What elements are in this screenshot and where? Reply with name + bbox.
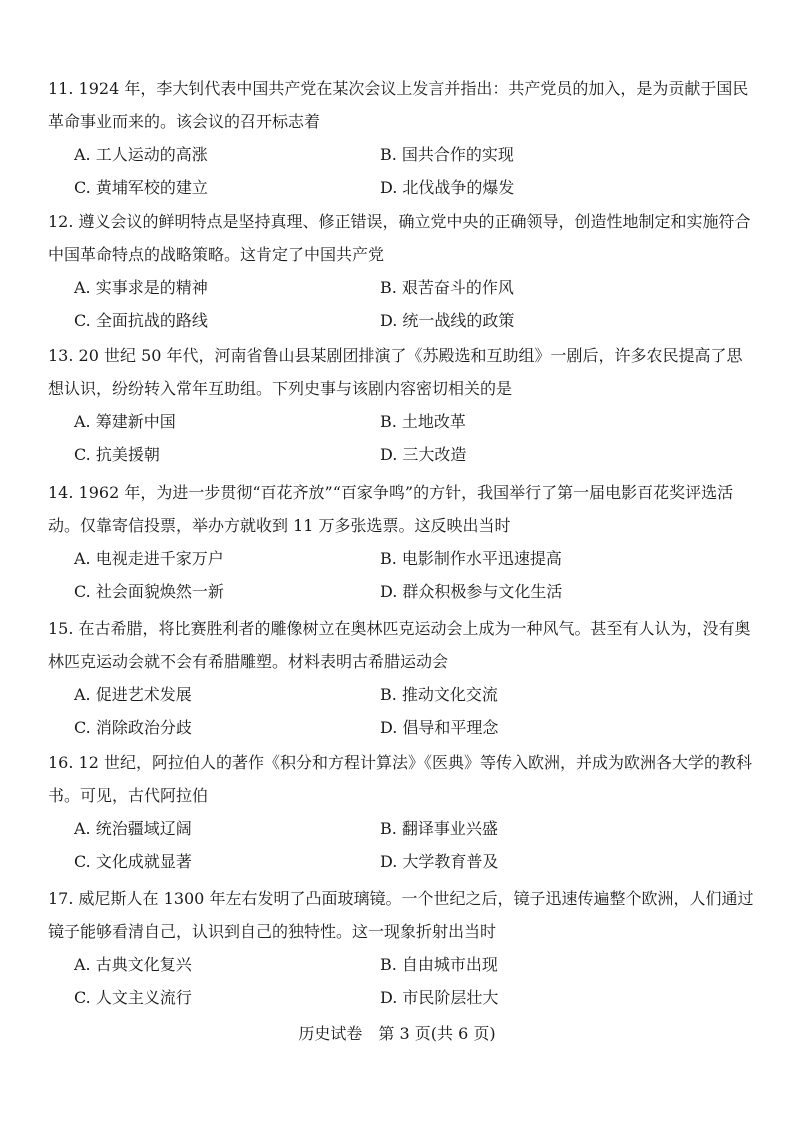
- option-a[interactable]: A. 筹建新中国: [74, 412, 176, 431]
- question-stem: [48, 882, 754, 948]
- question-16: [48, 746, 754, 878]
- question-number: 14.: [48, 483, 74, 502]
- option-row: [48, 948, 754, 981]
- question-14: [48, 476, 754, 608]
- option-c[interactable]: C. 社会面貌焕然一新: [74, 582, 224, 601]
- option-a[interactable]: A. 统治疆域辽阔: [74, 819, 192, 838]
- option-d[interactable]: D. 市民阶层壮大: [380, 988, 499, 1007]
- option-row: [48, 845, 754, 878]
- question-number: 12.: [48, 212, 74, 231]
- option-d[interactable]: D. 大学教育普及: [380, 852, 499, 871]
- question-15: [48, 612, 754, 744]
- option-a[interactable]: A. 工人运动的高涨: [74, 145, 208, 164]
- option-b[interactable]: B. 电影制作水平迅速提高: [380, 549, 562, 568]
- question-stem: [48, 339, 754, 405]
- question-number: 15.: [48, 619, 74, 638]
- question-text: 1962 年，为进一步贯彻“百花齐放”“百家争鸣”的方针，我国举行了第一届电影百花奖评选活动。仅靠寄信投票，举办方就收到 11 万多张选票。这反映出当时: [48, 483, 734, 535]
- option-row: [48, 271, 754, 304]
- option-c[interactable]: C. 消除政治分歧: [74, 718, 192, 737]
- option-d[interactable]: D. 三大改造: [380, 445, 467, 464]
- question-17: [48, 882, 754, 1014]
- option-b[interactable]: B. 土地改革: [380, 412, 466, 431]
- question-stem: [48, 205, 754, 271]
- option-a[interactable]: A. 实事求是的精神: [74, 278, 208, 297]
- question-number: 16.: [48, 753, 74, 772]
- option-d[interactable]: D. 群众积极参与文化生活: [380, 582, 563, 601]
- option-c[interactable]: C. 抗美援朝: [74, 445, 160, 464]
- option-c[interactable]: C. 黄埔军校的建立: [74, 178, 208, 197]
- question-12: [48, 205, 754, 337]
- option-b[interactable]: B. 翻译事业兴盛: [380, 819, 498, 838]
- option-d[interactable]: D. 倡导和平理念: [380, 718, 499, 737]
- option-a[interactable]: A. 促进艺术发展: [74, 685, 192, 704]
- option-row: [48, 678, 754, 711]
- question-stem: [48, 72, 754, 138]
- question-number: 11.: [48, 79, 74, 98]
- option-row: [48, 405, 754, 438]
- question-text: 威尼斯人在 1300 年左右发明了凸面玻璃镜。一个世纪之后，镜子迅速传遍整个欧洲，人们通过镜子能够看清自己，认识到自己的独特性。这一现象折射出当时: [48, 889, 754, 941]
- question-text: 在古希腊，将比赛胜利者的雕像树立在奥林匹克运动会上成为一种风气。甚至有人认为，没有奥林匹克运动会就不会有希腊雕塑。材料表明古希腊运动会: [48, 619, 751, 671]
- question-number: 13.: [48, 346, 74, 365]
- question-text: 20 世纪 50 年代，河南省鲁山县某剧团排演了《苏殿选和互助组》一剧后，许多农民提高了思想认识，纷纷转入常年互助组。下列史事与该剧内容密切相关的是: [48, 346, 743, 398]
- option-row: [48, 711, 754, 744]
- question-13: [48, 339, 754, 471]
- option-row: [48, 138, 754, 171]
- question-11: [48, 72, 754, 204]
- option-d[interactable]: D. 统一战线的政策: [380, 311, 515, 330]
- option-c[interactable]: C. 全面抗战的路线: [74, 311, 208, 330]
- question-stem: [48, 612, 754, 678]
- question-number: 17.: [48, 889, 74, 908]
- option-row: [48, 542, 754, 575]
- option-a[interactable]: A. 电视走进千家万户: [74, 549, 224, 568]
- question-text: 12 世纪，阿拉伯人的著作《积分和方程计算法》《医典》等传入欧洲，并成为欧洲各大学的教科书。可见，古代阿拉伯: [48, 753, 752, 805]
- question-stem: [48, 476, 754, 542]
- option-row: [48, 981, 754, 1014]
- option-a[interactable]: A. 古典文化复兴: [74, 955, 192, 974]
- option-d[interactable]: D. 北伐战争的爆发: [380, 178, 515, 197]
- option-b[interactable]: B. 自由城市出现: [380, 955, 498, 974]
- question-text: 1924 年，李大钊代表中国共产党在某次会议上发言并指出：共产党员的加入，是为贡献于国民革命事业而来的。该会议的召开标志着: [48, 79, 749, 131]
- option-c[interactable]: C. 文化成就显著: [74, 852, 192, 871]
- option-b[interactable]: B. 国共合作的实现: [380, 145, 514, 164]
- option-row: [48, 575, 754, 608]
- option-b[interactable]: B. 艰苦奋斗的作风: [380, 278, 514, 297]
- question-text: 遵义会议的鲜明特点是坚持真理、修正错误，确立党中央的正确领导，创造性地制定和实施符合中国革命特点的战略策略。这肯定了中国共产党: [48, 212, 751, 264]
- option-c[interactable]: C. 人文主义流行: [74, 988, 192, 1007]
- option-b[interactable]: B. 推动文化交流: [380, 685, 498, 704]
- page-footer: 历史试卷 第 3 页(共 6 页): [298, 1024, 496, 1043]
- question-stem: [48, 746, 754, 812]
- option-row: [48, 171, 754, 204]
- option-row: [48, 304, 754, 337]
- option-row: [48, 438, 754, 471]
- option-row: [48, 812, 754, 845]
